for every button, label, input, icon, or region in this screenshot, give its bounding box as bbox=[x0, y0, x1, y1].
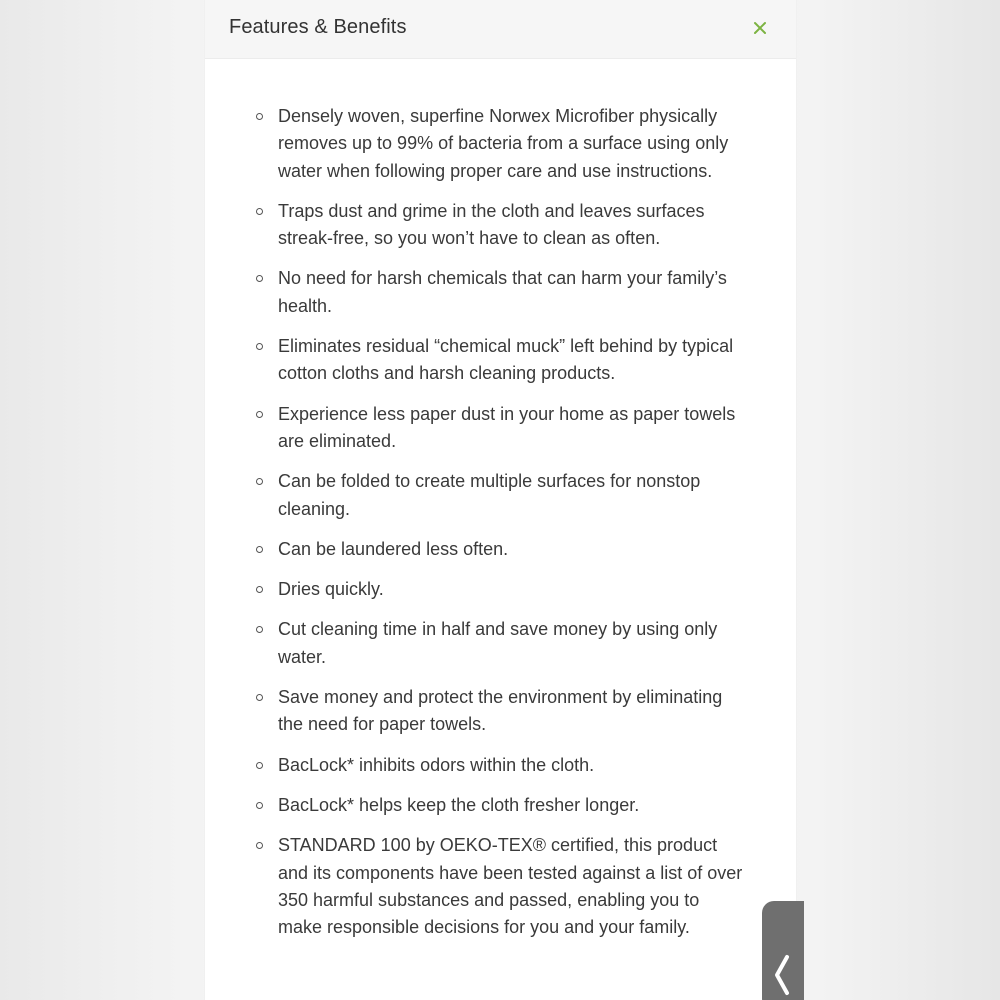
feature-item bbox=[205, 576, 796, 603]
feature-text: Experience less paper dust in your home as paper towels are eliminated. bbox=[278, 403, 736, 451]
feature-item bbox=[205, 103, 796, 185]
bullet-icon bbox=[256, 626, 263, 633]
bullet-icon bbox=[256, 113, 263, 120]
bullet-icon bbox=[256, 694, 263, 701]
bullet-icon bbox=[256, 762, 263, 769]
feature-text: Eliminates residual “chemical muck” left behind by typical cotton cloths and harsh cleaning products. bbox=[278, 336, 734, 384]
feature-item bbox=[205, 198, 796, 253]
bullet-icon bbox=[256, 546, 263, 553]
feature-text: Save money and protect the environment by eliminating the need for paper towels. bbox=[278, 687, 723, 735]
feature-item bbox=[205, 792, 796, 819]
bullet-icon bbox=[256, 478, 263, 485]
feature-item bbox=[205, 752, 796, 779]
features-panel bbox=[205, 0, 796, 1000]
bullet-icon bbox=[256, 842, 263, 849]
bullet-icon bbox=[256, 275, 263, 282]
feature-text: Densely woven, superfine Norwex Microfiber physically removes up to 99% of bacteria from a surface using only water when following proper care and use instructions. bbox=[278, 106, 729, 181]
chevron-left-icon bbox=[770, 953, 792, 997]
feature-text: BacLock* inhibits odors within the cloth. bbox=[278, 754, 595, 775]
feature-text: No need for harsh chemicals that can harm your family’s health. bbox=[278, 268, 727, 316]
feature-item bbox=[205, 468, 796, 523]
back-tab-button[interactable] bbox=[762, 901, 804, 1000]
bullet-icon bbox=[256, 802, 263, 809]
bullet-icon bbox=[256, 208, 263, 215]
close-x-icon bbox=[748, 16, 772, 40]
feature-item bbox=[205, 333, 796, 388]
feature-item bbox=[205, 616, 796, 671]
feature-item bbox=[205, 265, 796, 320]
panel-header bbox=[205, 0, 796, 59]
feature-text: BacLock* helps keep the cloth fresher longer. bbox=[278, 794, 640, 815]
feature-text: Cut cleaning time in half and save money by using only water. bbox=[278, 619, 718, 667]
close-button[interactable] bbox=[748, 16, 772, 40]
feature-item bbox=[205, 832, 796, 941]
features-list bbox=[205, 103, 796, 954]
feature-text: Can be laundered less often. bbox=[278, 538, 509, 559]
feature-text: Dries quickly. bbox=[278, 579, 384, 600]
panel-title: Features & Benefits bbox=[229, 16, 407, 38]
bullet-icon bbox=[256, 343, 263, 350]
feature-item bbox=[205, 684, 796, 739]
feature-item bbox=[205, 401, 796, 456]
feature-text: Traps dust and grime in the cloth and leaves surfaces streak-free, so you won’t have to clean as often. bbox=[278, 200, 705, 249]
bullet-icon bbox=[256, 411, 263, 418]
feature-text: Can be folded to create multiple surfaces for nonstop cleaning. bbox=[278, 471, 701, 519]
bullet-icon bbox=[256, 586, 263, 593]
feature-item bbox=[205, 536, 796, 563]
feature-text: STANDARD 100 by OEKO-TEX® certified, this product and its components have been tested against a list of over 350 harmful substances and passed, enabling you to make responsible decisions for you and your family. bbox=[278, 835, 743, 938]
